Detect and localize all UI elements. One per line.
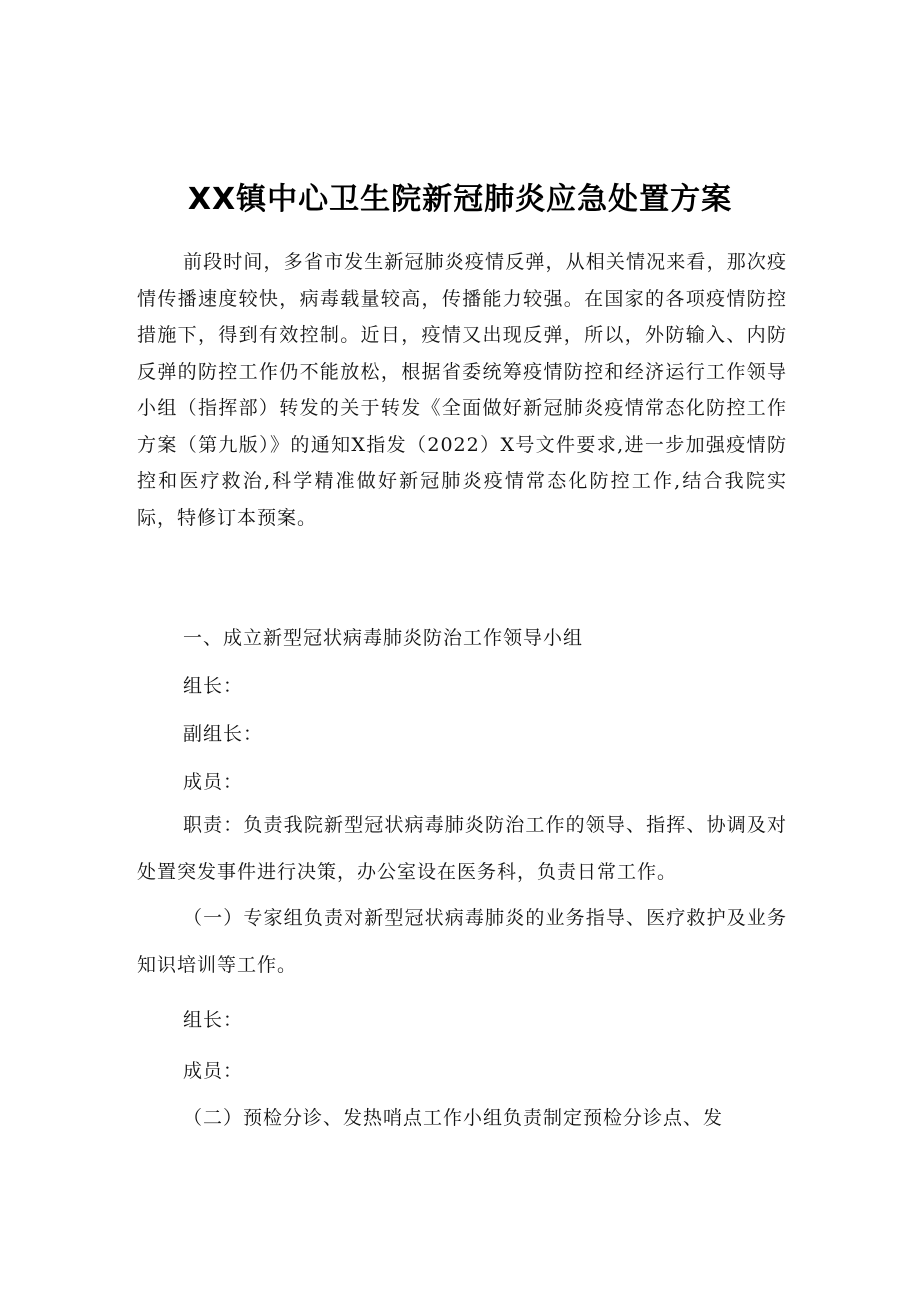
expert-group-paragraph: （一）专家组负责对新型冠状病毒肺炎的业务指导、医疗救护及业务知识培训等工作。 — [137, 907, 787, 976]
members-label: 成员： — [183, 771, 244, 793]
document-title: XX镇中心卫生院新冠肺炎应急处置方案 — [187, 182, 733, 217]
expert-members-label: 成员： — [183, 1060, 244, 1082]
section-heading-leading-group: 一、成立新型冠状病毒肺炎防治工作领导小组 — [183, 627, 584, 649]
leader-label: 组长： — [183, 675, 244, 697]
duties-paragraph: 职责：负责我院新型冠状病毒肺炎防治工作的领导、指挥、协调及对处置突发事件进行决策，办公室设在医务科，负责日常工作。 — [137, 814, 787, 883]
triage-group-paragraph: （二）预检分诊、发热哨点工作小组负责制定预检分诊点、发 — [183, 1107, 724, 1129]
intro-paragraph: 前段时间，多省市发生新冠肺炎疫情反弹，从相关情况来看，那次疫情传播速度较快，病毒载量较高，传播能力较强。在国家的各项疫情防控措施下，得到有效控制。近日，疫情又出现反弹，所以，外防输入、内防反弹的防控工作仍不能放松，根据省委统筹疫情防控和经济运行工作领导小组（指挥部）转发的关于转发《全面做好新冠肺炎疫情常态化防控工作方案（第九版）》的通知X指发（2022）X号文件要求,进一步加强疫情防控和医疗救治,科学精准做好新冠肺炎疫情常态化防控工作,结合我院实际，特修订本预案。 — [137, 251, 787, 529]
deputy-leader-label: 副组长： — [183, 723, 264, 745]
expert-leader-label: 组长： — [183, 1009, 244, 1031]
